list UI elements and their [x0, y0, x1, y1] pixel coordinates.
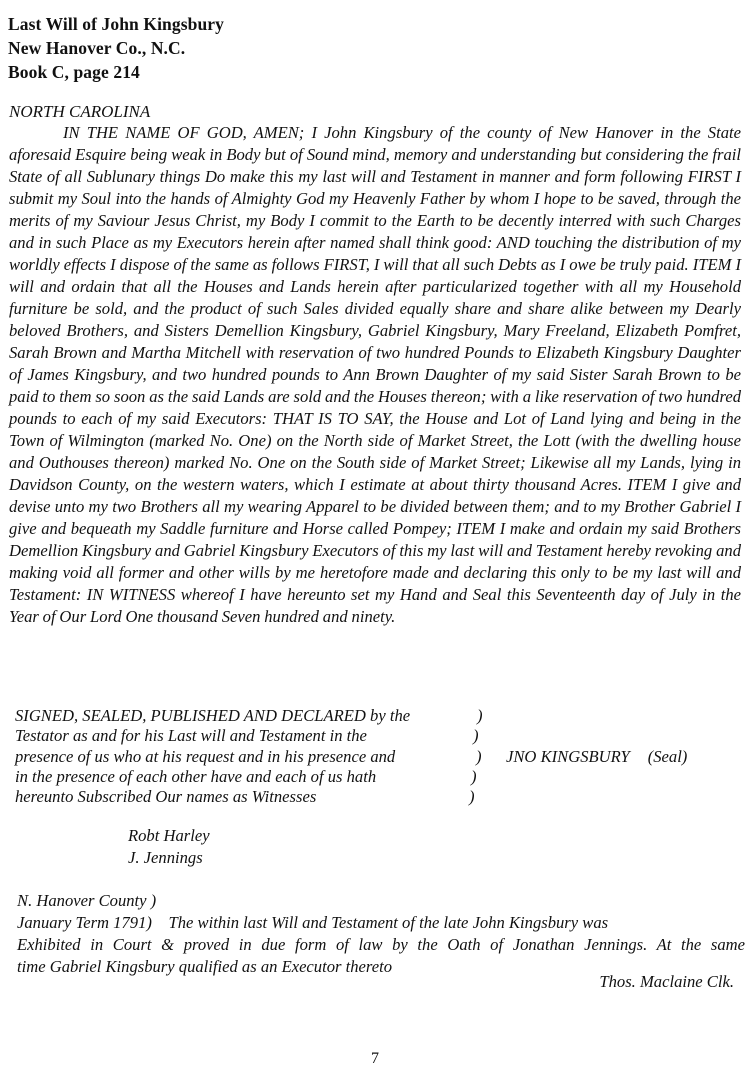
attestation-clause — [15, 706, 495, 807]
header-title: Last Will of John Kingsbury — [8, 14, 225, 34]
attestation-line — [15, 787, 495, 807]
attestation-bracket: ) — [469, 787, 475, 807]
probate-proof-line: Exhibited in Court & proved in due form of law by the Oath of Jonathan Jennings. At the same — [17, 935, 745, 954]
header-book-reference: Book C, page 214 — [8, 62, 140, 82]
probate-term-line: January Term 1791) The within last Will and Testament of the late John Kingsbury was — [17, 913, 609, 932]
attestation-text: in the presence of each other have and each of us hath — [15, 766, 377, 786]
attestation-line — [15, 767, 495, 787]
attestation-text: Testator as and for his Last will and Testament in the — [15, 726, 367, 746]
attestation-text: presence of us who at his request and in his presence and — [15, 746, 396, 766]
document-header — [8, 12, 224, 84]
signature-name: JNO KINGSBURY — [506, 747, 630, 766]
attestation-line — [15, 726, 495, 746]
attestation-bracket: ) — [471, 766, 477, 786]
page-number: 7 — [371, 1050, 379, 1067]
witness-name: J. Jennings — [128, 848, 203, 867]
probate-county: N. Hanover County ) — [17, 891, 157, 910]
probate-record — [17, 890, 745, 978]
clerk-signature: Thos. Maclaine Clk. — [599, 972, 734, 991]
probate-executor-line: time Gabriel Kingsbury qualified as an Executor thereto — [17, 957, 392, 976]
attestation-line — [15, 706, 495, 726]
seal-mark: (Seal) — [647, 747, 688, 766]
will-body-paragraph: IN THE NAME OF GOD, AMEN; I John Kingsbury of the county of New Hanover in the State aforesaid Esquire being weak in Body but of Sound mind, memory and understanding but considering the frail State of all Sublunary things Do make this my last will and Testament in manner and form following FIRST I submit my Soul into the hands of Almighty God my Heavenly Father by whom I hope to be saved, through the merits of my Saviour Jesus Christ, my Body I commit to the Earth to be decently interred with such Charges and in such Place as my Executors herein after named shall think good: AND touching the distribution of my worldly effects I dispose of the same as follows FIRST, I will that all such Debts as I owe be truly paid. ITEM I will and ordain that all the Houses and Lands herein after particularized together with all my Household furniture be sold, and the product of such Sales divided equally share and share alike between my Dearly beloved Brothers, and Sisters Demellion Kingsbury, Gabriel Kingsbury, Mary Freeland, Elizabeth Pomfret, Sarah Brown and Martha Mitchell with reservation of two hundred Pounds to Elizabeth Kingsbury Daughter of James Kingsbury, and two hundred pounds to Ann Brown Daughter of my said Sister Sarah Brown to be paid to them so soon as the said Lands are sold and the Houses thereon; with a like reservation of two hundred pounds to each of my said Executors: THAT IS TO SAY, the House and Lot of Land lying and being in the Town of Wilmington (marked No. One) on the North side of Market Street, the Lott (with the dwelling house and Outhouses thereon) marked No. One on the South side of Market Street; Likewise all my Lands, lying in Davidson County, on the western waters, which I estimate at about thirty thousand Acres. ITEM I give and devise unto my two Brothers all my wearing Apparel to be divided between them; and to my Brother Gabriel I give and bequeath my Saddle furniture and Horse called Pompey; ITEM I make and ordain my said Brothers Demellion Kingsbury and Gabriel Kingsbury Executors of this my last will and Testament hereby revoking and making void all former and other wills by me heretofore made and declaring this only to be my last will and Testament: IN WITNESS whereof I have hereunto set my Hand and Seal this Seventeenth day of July in the Year of Our Lord One thousand Seven hundred and ninety. — [9, 123, 741, 627]
state-heading: NORTH CAROLINA — [9, 102, 151, 121]
header-county: New Hanover Co., N.C. — [8, 38, 186, 58]
attestation-bracket: ) — [473, 726, 479, 746]
attestation-bracket: ) — [477, 706, 483, 725]
attestation-line — [15, 747, 495, 767]
attestation-text: hereunto Subscribed Our names as Witnesses — [15, 787, 317, 807]
witness-name: Robt Harley — [128, 826, 210, 845]
attestation-bracket: ) — [476, 746, 482, 766]
attestation-text: SIGNED, SEALED, PUBLISHED AND DECLARED by the — [15, 706, 411, 725]
witness-list — [128, 825, 210, 869]
testator-signature — [506, 747, 687, 767]
